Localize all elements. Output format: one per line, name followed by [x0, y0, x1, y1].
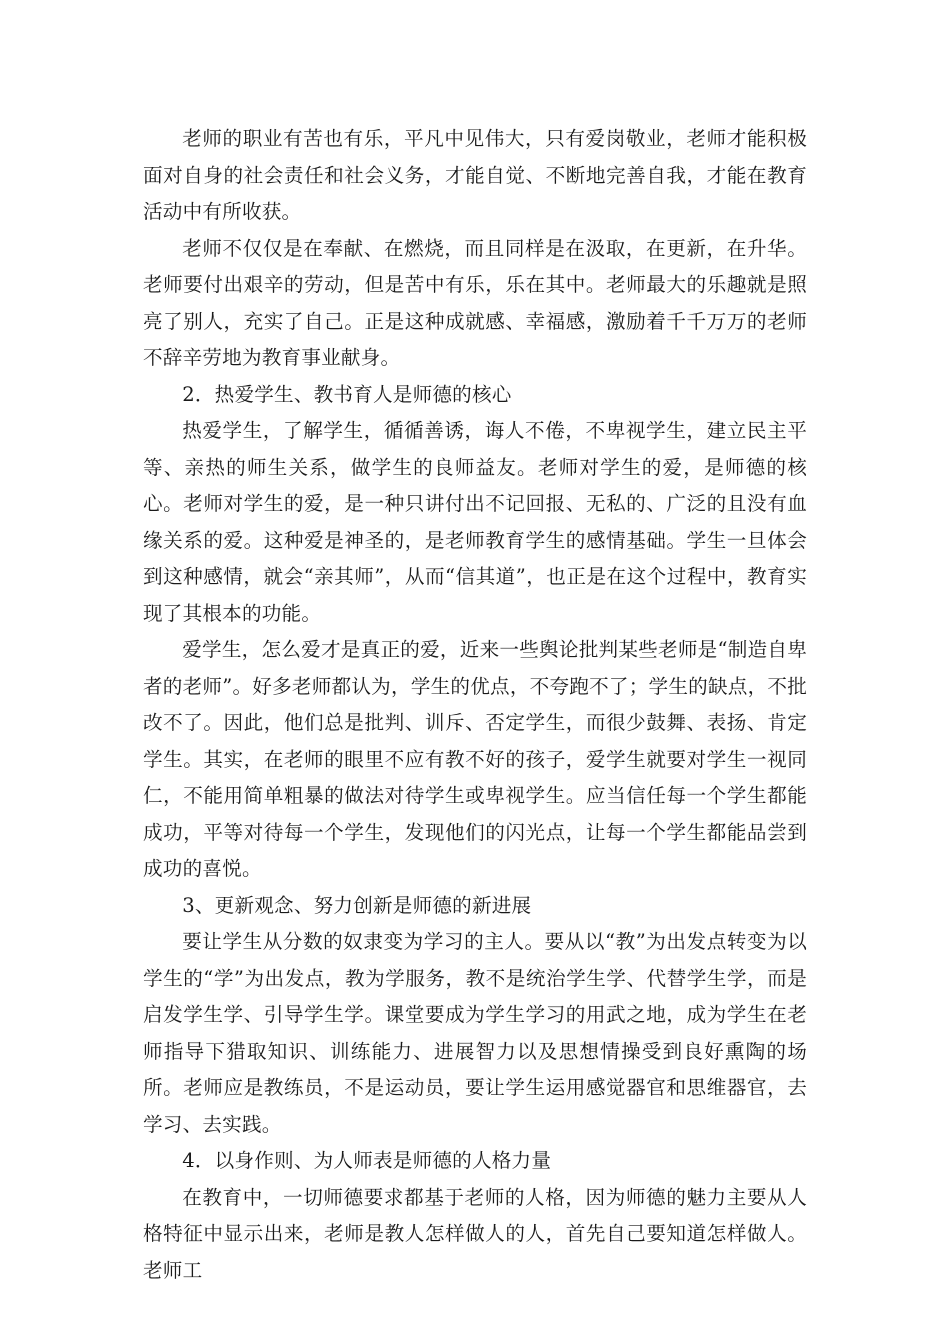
- document-body: [143, 121, 807, 1289]
- paragraph: 在教育中，一切师德要求都基于老师的人格，因为师德的魅力主要从人格特征中显示出来，老师是教人怎样做人的人，首先自己要知道怎样做人。老师工: [143, 1185, 807, 1282]
- paragraph: 要让学生从分数的奴隶变为学习的主人。要从以“教”为出发点转变为以学生的“学”为出发点，教为学服务，教不是统治学生学、代替学生学，而是启发学生学、引导学生学。课堂要成为学生学习的用武之地，成为学生在老师指导下猎取知识、训练能力、进展智力以及思想情操受到良好熏陶的场所。老师应是教练员，不是运动员，要让学生运用感觉器官和思维器官，去学习、去实践。: [143, 930, 807, 1136]
- section-heading: 3、更新观念、努力创新是师德的新进展: [182, 893, 532, 917]
- paragraph: 老师的职业有苦也有乐，平凡中见伟大，只有爱岗敬业，老师才能积极面对自身的社会责任和社会义务，才能自觉、不断地完善自我，才能在教育活动中有所收获。: [143, 127, 807, 223]
- paragraph: 老师不仅仅是在奉献、在燃烧，而且同样是在汲取，在更新，在升华。老师要付出艰辛的劳动，但是苦中有乐，乐在其中。老师最大的乐趣就是照亮了别人，充实了自己。正是这种成就感、幸福感，激励着千千万万的老师不辞辛劳地为教育事业献身。: [143, 236, 807, 369]
- section-heading: 4．以身作则、为人师表是师德的人格力量: [182, 1149, 552, 1172]
- paragraph: 爱学生，怎么爱才是真正的爱，近来一些舆论批判某些老师是“制造自卑者的老师”。好多老师都认为，学生的优点，不夸跑不了；学生的缺点，不批改不了。因此，他们总是批判、训斥、否定学生，而很少鼓舞、表扬、肯定学生。其实，在老师的眼里不应有教不好的孩子，爱学生就要对学生一视同仁，不能用简单粗暴的做法对待学生或卑视学生。应当信任每一个学生都能成功，平等对待每一个学生，发现他们的闪光点，让每一个学生都能品尝到成功的喜悦。: [143, 638, 807, 880]
- section-heading: 2．热爱学生、教书育人是师德的核心: [182, 382, 512, 406]
- paragraph: 热爱学生，了解学生，循循善诱，诲人不倦，不卑视学生，建立民主平等、亲热的师生关系，做学生的良师益友。老师对学生的爱，是师德的核心。老师对学生的爱，是一种只讲付出不记回报、无私的、广泛的且没有血缘关系的爱。这种爱是神圣的，是老师教育学生的感情基础。学生一旦体会到这种感情，就会“亲其师”，从而“信其道”，也正是在这个过程中，教育实现了其根本的功能。: [143, 419, 807, 625]
